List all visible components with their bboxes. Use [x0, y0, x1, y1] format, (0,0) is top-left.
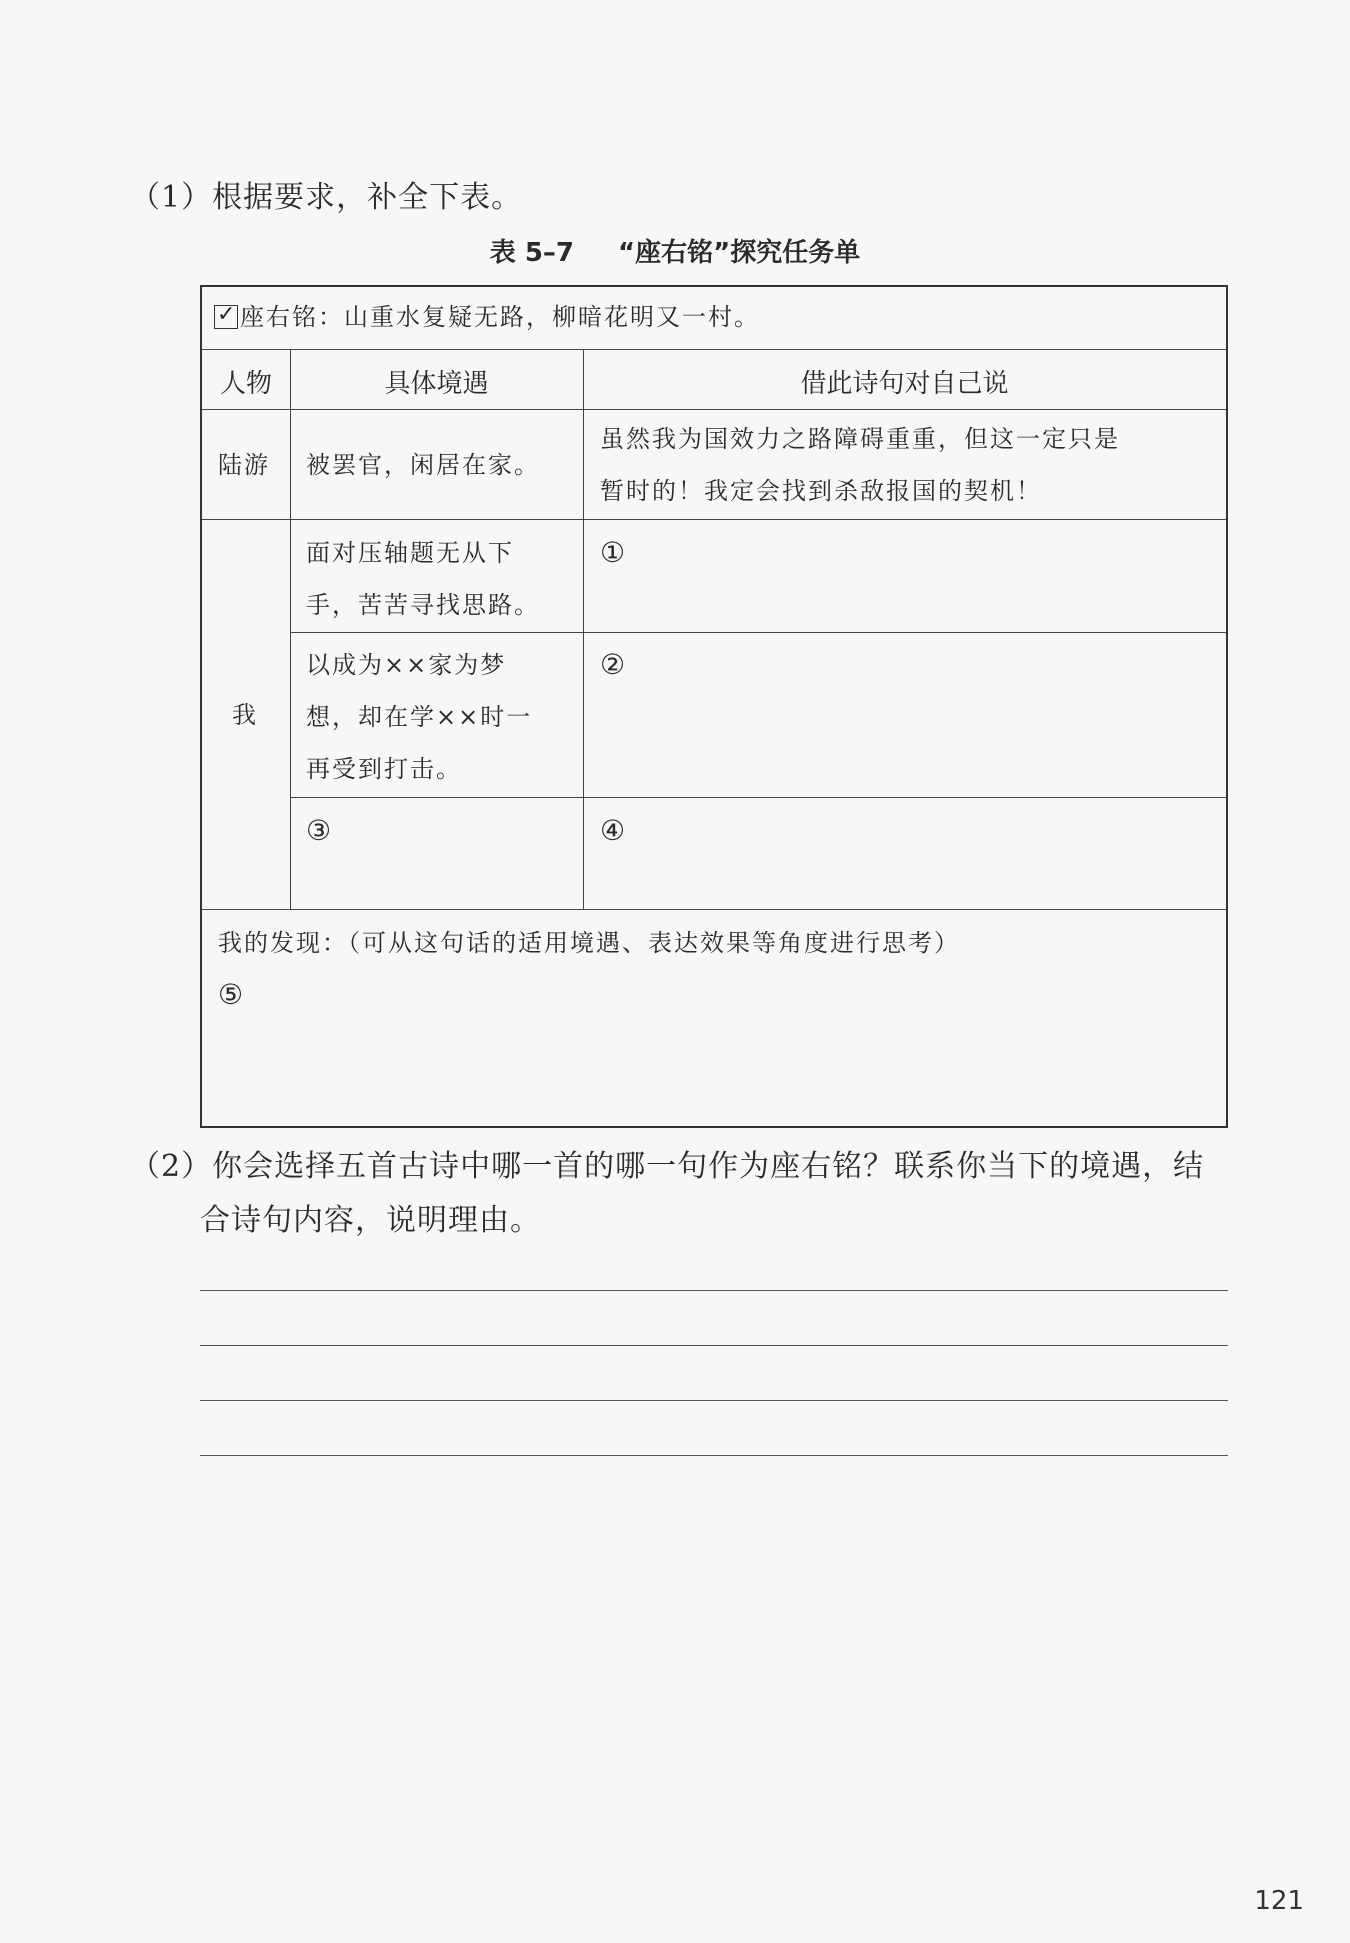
table-divider [202, 519, 1226, 520]
answer-blank-1[interactable]: ① [600, 536, 628, 569]
me-situation2-line1: 以成为××家为梦 [306, 651, 507, 679]
header-saying: 借此诗句对自己说 [800, 369, 1009, 399]
page-number: 121 [1254, 1886, 1304, 1916]
discovery-prompt: 我的发现：（可从这句话的适用境遇、表达效果等角度进行思考） [218, 929, 960, 957]
table-divider [290, 797, 1226, 798]
question-2-prompt [130, 1140, 1240, 1248]
luyou-saying-line1: 虽然我为国效力之路障碍重重，但这一定只是 [600, 425, 1120, 453]
checkbox-icon: ✓ [214, 305, 238, 329]
table-divider [583, 349, 584, 909]
me-situation1-line2: 手，苦苦寻找思路。 [306, 591, 540, 619]
luyou-person: 陆游 [218, 451, 270, 479]
table-divider [202, 909, 1226, 910]
table-divider [290, 349, 291, 909]
answer-blank-5[interactable]: ⑤ [218, 978, 246, 1011]
answer-line[interactable] [200, 1400, 1228, 1401]
question-2-line1: （2）你会选择五首古诗中哪一首的哪一句作为座右铭？联系你当下的境遇，结 [130, 1149, 1205, 1184]
answer-line[interactable] [200, 1345, 1228, 1346]
motto-text: 座右铭：山重水复疑无路，柳暗花明又一村。 [240, 303, 760, 331]
luyou-situation: 被罢官，闲居在家。 [306, 451, 540, 479]
answer-line[interactable] [200, 1290, 1228, 1291]
me-situation2-line3: 再受到打击。 [306, 755, 462, 783]
table-name: “座右铭”探究任务单 [618, 238, 861, 268]
header-situation: 具体境遇 [384, 369, 489, 399]
table-divider [202, 349, 1226, 350]
motto-cell [214, 291, 760, 343]
me-person: 我 [232, 701, 258, 729]
luyou-saying-line2: 暂时的！我定会找到杀敌报国的契机！ [600, 477, 1042, 505]
answer-blank-4[interactable]: ④ [600, 814, 628, 847]
me-situation2-line2: 想，却在学××时一 [306, 703, 533, 731]
question-1-prompt: （1）根据要求，补全下表。 [130, 180, 523, 215]
question-2-line2: 合诗句内容，说明理由。 [200, 1203, 541, 1238]
answer-line[interactable] [200, 1455, 1228, 1456]
me-situation1-line1: 面对压轴题无从下 [306, 539, 514, 567]
table-divider [202, 409, 1226, 410]
motto-task-table [200, 285, 1228, 1128]
answer-blank-3[interactable]: ③ [306, 814, 334, 847]
table-number: 表 5–7 [489, 238, 575, 268]
table-divider [290, 632, 1226, 633]
table-title [0, 232, 1350, 269]
header-person: 人物 [219, 369, 272, 399]
answer-blank-2[interactable]: ② [600, 648, 628, 681]
